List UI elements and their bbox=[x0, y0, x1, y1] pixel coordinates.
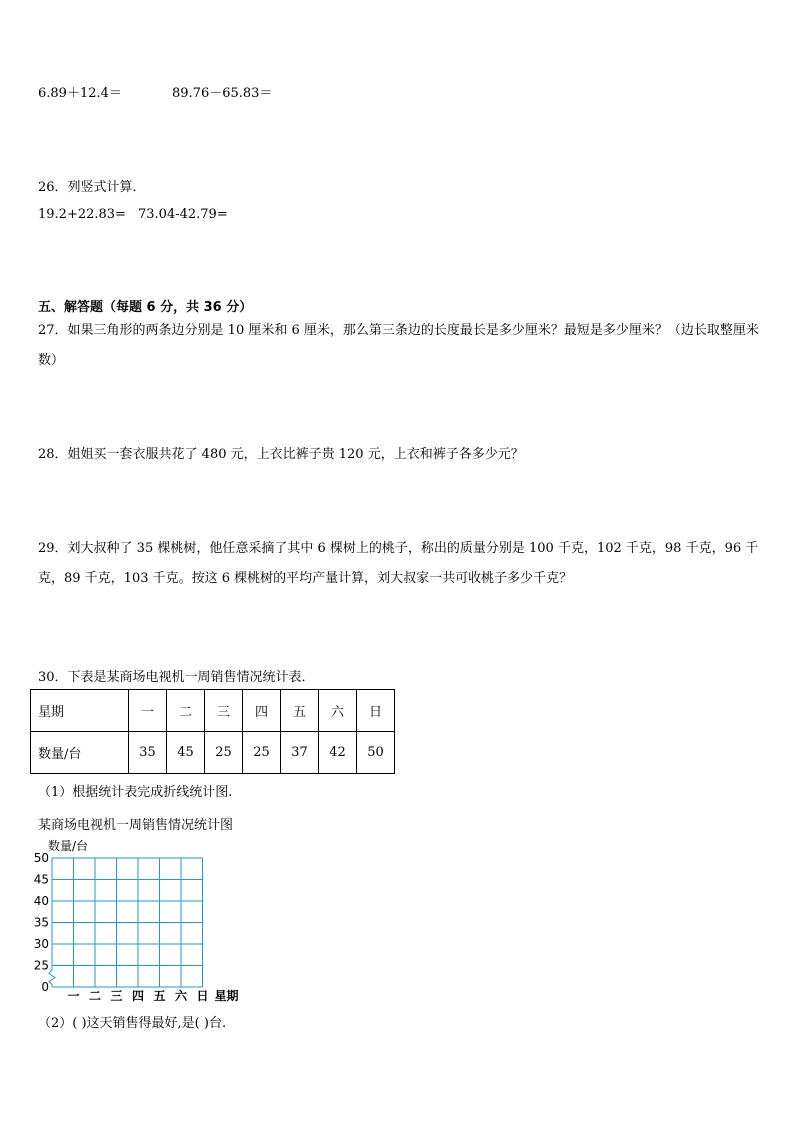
x-tick-label: 二 bbox=[88, 989, 102, 1003]
chart-title: 某商场电视机一周销售情况统计图 bbox=[38, 818, 234, 833]
table-row bbox=[31, 690, 395, 732]
question-26-expression-2: 73.04-42.79= bbox=[138, 207, 228, 222]
table-day-cell: 日 bbox=[357, 690, 395, 732]
question-30-intro: 30．下表是某商场电视机一周销售情况统计表． bbox=[38, 670, 315, 685]
x-tick-label: 日 bbox=[196, 989, 209, 1003]
question-27: 27．如果三角形的两条边分别是 10 厘米和 6 厘米，那么第三条边的长度最长是多少厘米？最短是多少厘米？（边长取整厘米数） bbox=[38, 323, 759, 368]
table-day-cell: 一 bbox=[129, 690, 167, 732]
x-tick-label: 四 bbox=[131, 989, 145, 1003]
question-30-part-1: （1）根据统计表完成折线统计图. bbox=[38, 785, 233, 800]
table-day-cell: 三 bbox=[205, 690, 243, 732]
x-tick-label: 三 bbox=[110, 989, 123, 1003]
table-value-cell: 35 bbox=[129, 732, 167, 774]
table-value-cell: 42 bbox=[319, 732, 357, 774]
calc-expression-1: 6.89＋12.4＝ bbox=[38, 86, 122, 101]
sales-table bbox=[30, 689, 395, 774]
y-tick-label: 0 bbox=[41, 980, 49, 994]
table-value-cell: 45 bbox=[167, 732, 205, 774]
table-day-cell: 五 bbox=[281, 690, 319, 732]
y-tick-label: 30 bbox=[33, 937, 49, 951]
table-value-cell: 37 bbox=[281, 732, 319, 774]
table-day-cell: 四 bbox=[243, 690, 281, 732]
x-tick-label: 五 bbox=[153, 989, 166, 1003]
line-chart-grid bbox=[28, 836, 288, 1006]
question-30-part-2: （2）( )这天销售得最好,是( )台. bbox=[38, 1016, 227, 1031]
question-29: 29．刘大叔种了 35 棵桃树，他任意采摘了其中 6 棵树上的桃子，称出的质量分别是 100 千克，102 千克，98 千克，96 千克，89 千克，103 千克。按这 6 棵桃树的平均产量计算，刘大叔家一共可收桃子多少千克？ bbox=[38, 541, 759, 586]
x-tick-label: 六 bbox=[174, 989, 188, 1003]
question-28: 28．姐姐买一套衣服共花了 480 元，上衣比裤子贵 120 元，上衣和裤子各多少元？ bbox=[38, 447, 524, 462]
table-header-cell: 星期 bbox=[31, 690, 129, 732]
table-value-cell: 50 bbox=[357, 732, 395, 774]
axis-break-zigzag bbox=[49, 970, 55, 988]
table-row bbox=[31, 732, 395, 774]
question-26-expression-1: 19.2+22.83= bbox=[38, 207, 126, 222]
y-tick-label: 50 bbox=[33, 851, 49, 865]
y-tick-label: 35 bbox=[33, 915, 49, 930]
y-tick-label: 40 bbox=[33, 894, 49, 908]
y-tick-label: 45 bbox=[33, 872, 49, 887]
table-day-cell: 六 bbox=[319, 690, 357, 732]
y-tick-label: 25 bbox=[33, 958, 49, 973]
table-value-cell: 25 bbox=[243, 732, 281, 774]
x-axis-label: 星期 bbox=[214, 989, 239, 1003]
table-value-cell: 25 bbox=[205, 732, 243, 774]
y-axis-label: 数量/台 bbox=[48, 839, 89, 853]
calc-expression-2: 89.76－65.83＝ bbox=[172, 86, 273, 101]
table-day-cell: 二 bbox=[167, 690, 205, 732]
section-heading: 五、解答题（每题 6 分，共 36 分） bbox=[38, 300, 253, 315]
question-26-title: 26．列竖式计算． bbox=[38, 180, 146, 195]
x-tick-label: 一 bbox=[67, 989, 80, 1003]
table-row-label: 数量/台 bbox=[31, 732, 129, 774]
